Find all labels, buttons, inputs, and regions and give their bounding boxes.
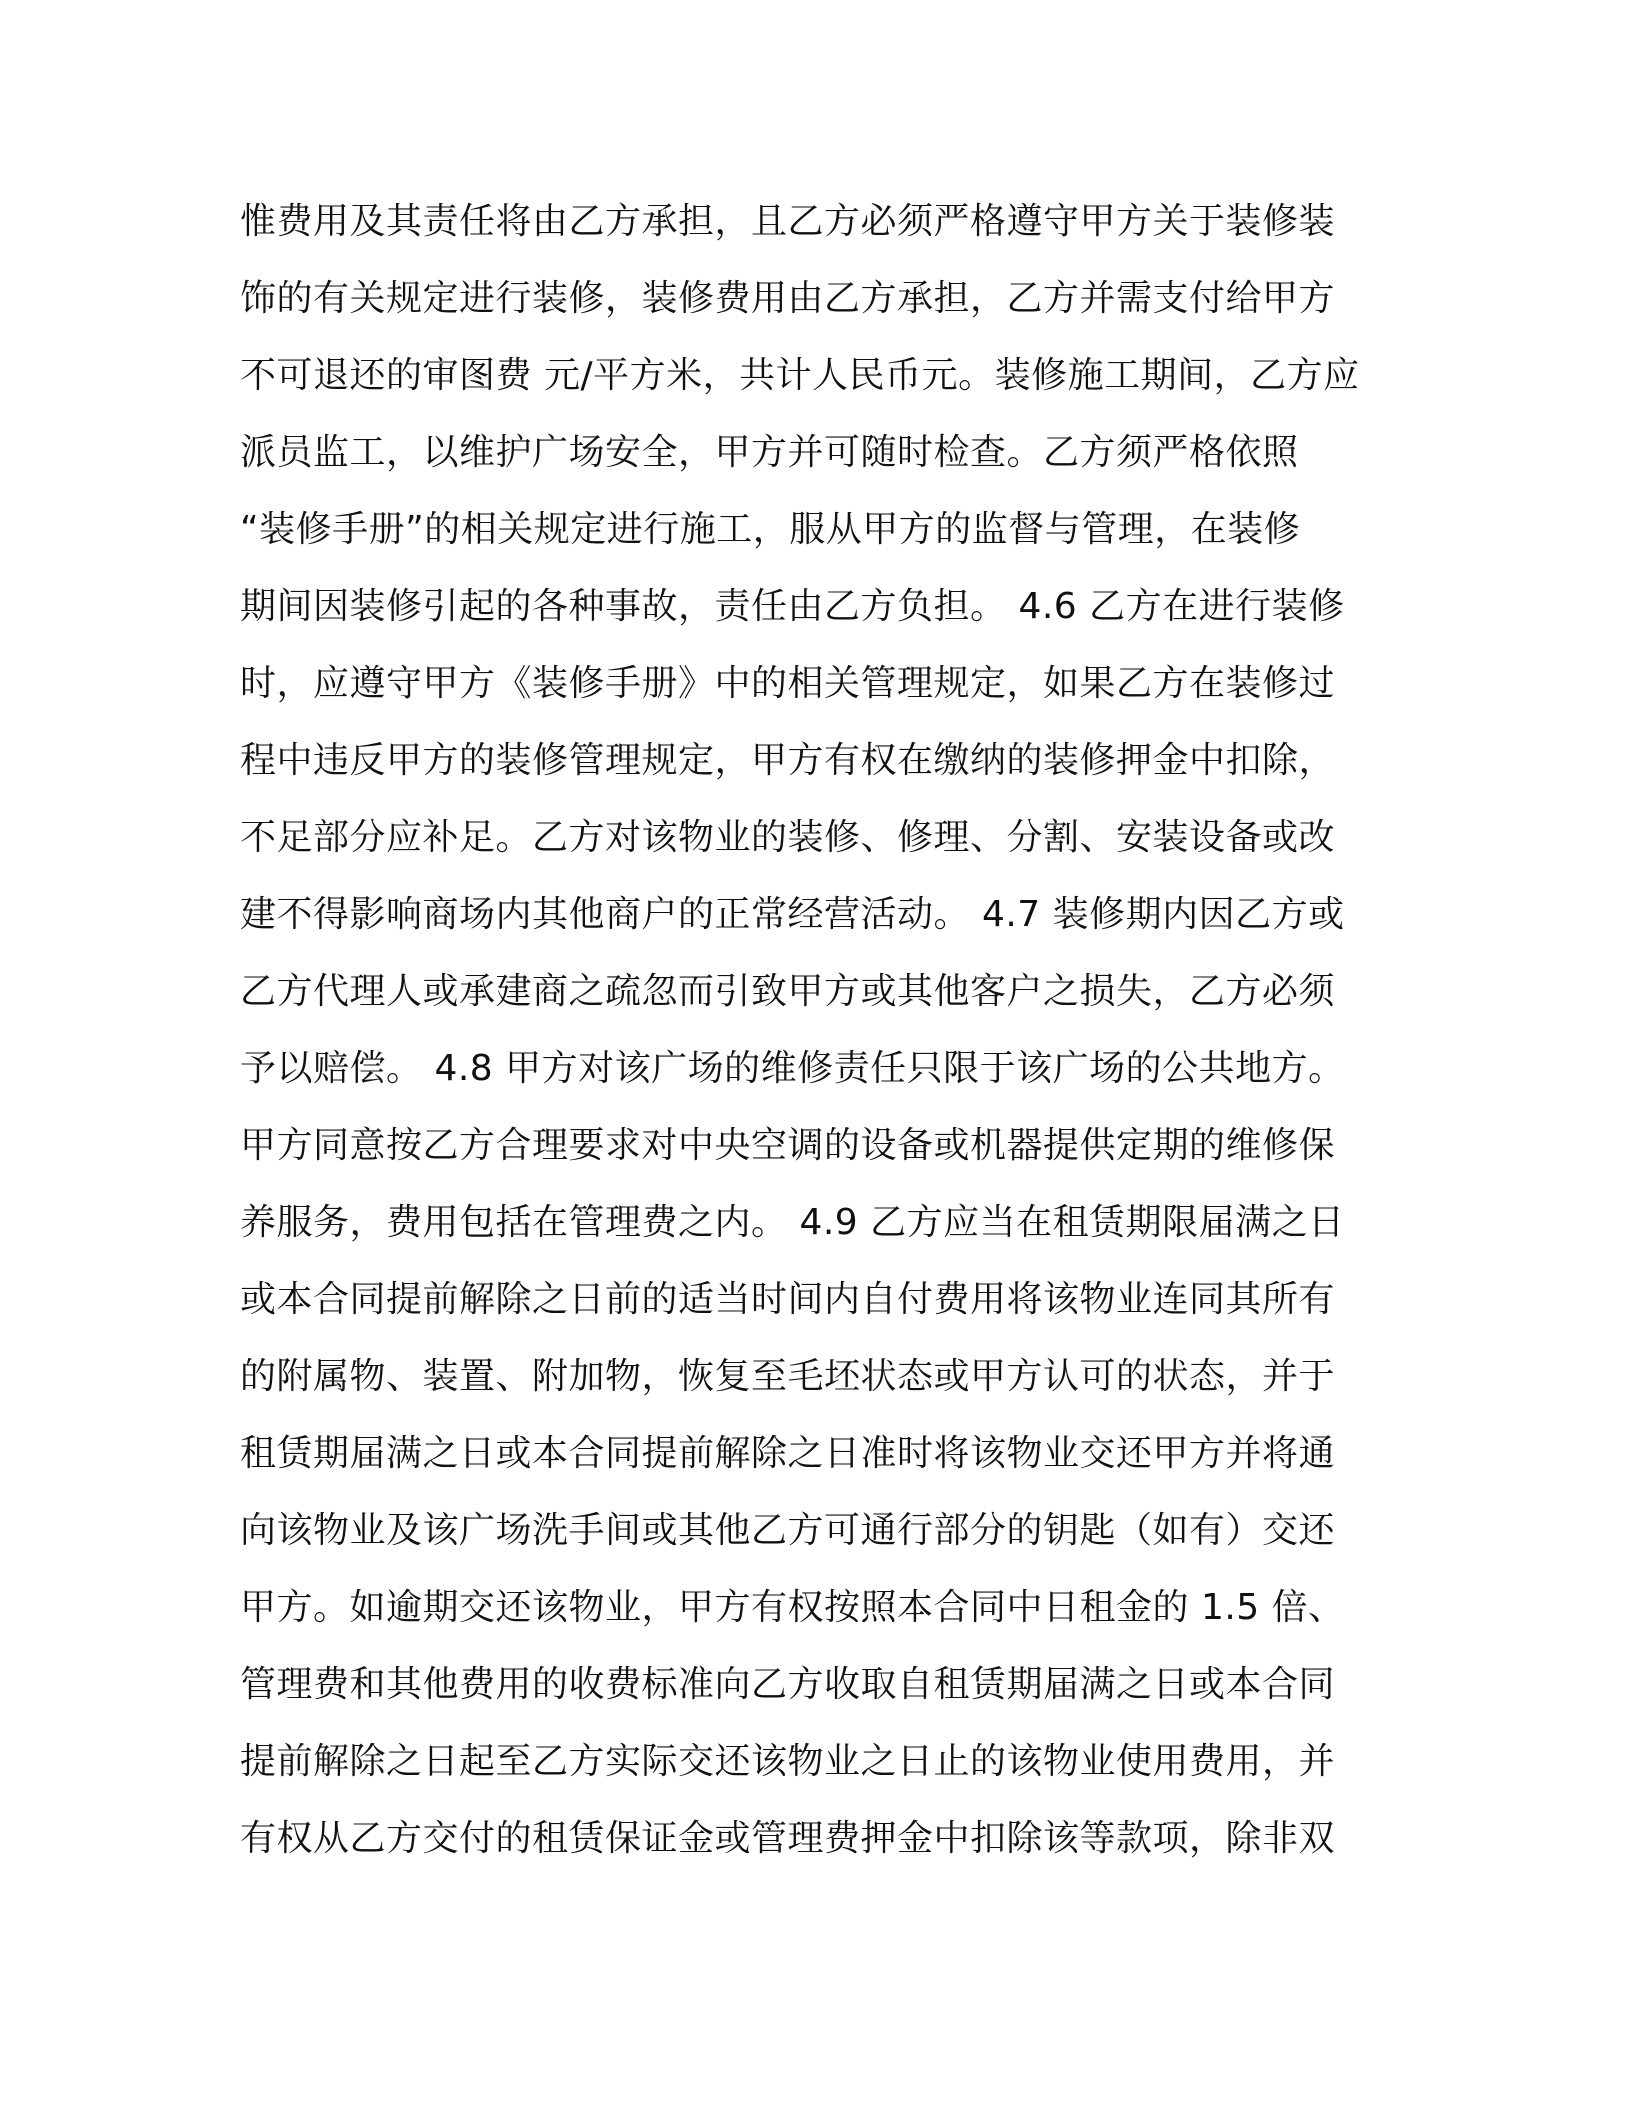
- text-line: 有权从乙方交付的租赁保证金或管理费押金中扣除该等款项，除非双: [240, 1818, 1336, 1859]
- text-line: 乙方代理人或承建商之疏忽而引致甲方或其他客户之损失，乙方必须: [240, 971, 1336, 1012]
- text-line: 期间因装修引起的各种事故，责任由乙方负担。 4.6 乙方在进行装修: [240, 586, 1345, 627]
- text-line: 时，应遵守甲方《装修手册》中的相关管理规定，如果乙方在装修过: [240, 663, 1336, 704]
- text-line: 不足部分应补足。乙方对该物业的装修、修理、分割、安装设备或改: [240, 817, 1336, 858]
- text-line: 饰的有关规定进行装修，装修费用由乙方承担，乙方并需支付给甲方: [240, 278, 1336, 319]
- text-line: 向该物业及该广场洗手间或其他乙方可通行部分的钥匙（如有）交还: [240, 1510, 1336, 1551]
- text-line: 建不得影响商场内其他商户的正常经营活动。 4.7 装修期内因乙方或: [240, 894, 1345, 935]
- text-line: 不可退还的审图费 元/平方米，共计人民币元。装修施工期间，乙方应: [240, 355, 1360, 396]
- text-line: “装修手册”的相关规定进行施工，服从甲方的监督与管理，在装修: [240, 509, 1301, 550]
- text-line: 提前解除之日起至乙方实际交还该物业之日止的该物业使用费用，并: [240, 1741, 1336, 1782]
- text-line: 予以赔偿。 4.8 甲方对该广场的维修责任只限于该广场的公共地方。: [240, 1048, 1345, 1089]
- contract-text-body: [240, 183, 1400, 1877]
- text-line: 甲方。如逾期交还该物业，甲方有权按照本合同中日租金的 1.5 倍、: [240, 1587, 1345, 1628]
- text-line: 派员监工，以维护广场安全，甲方并可随时检查。乙方须严格依照: [240, 432, 1299, 473]
- text-line: 或本合同提前解除之日前的适当时间内自付费用将该物业连同其所有: [240, 1279, 1336, 1320]
- text-line: 甲方同意按乙方合理要求对中央空调的设备或机器提供定期的维修保: [240, 1125, 1336, 1166]
- text-line: 租赁期届满之日或本合同提前解除之日准时将该物业交还甲方并将通: [240, 1433, 1336, 1474]
- text-line: 的附属物、装置、附加物，恢复至毛坯状态或甲方认可的状态，并于: [240, 1356, 1336, 1397]
- text-line: 管理费和其他费用的收费标准向乙方收取自租赁期届满之日或本合同: [240, 1664, 1336, 1705]
- text-line: 程中违反甲方的装修管理规定，甲方有权在缴纳的装修押金中扣除，: [240, 740, 1336, 781]
- text-line: 养服务，费用包括在管理费之内。 4.9 乙方应当在租赁期限届满之日: [240, 1202, 1345, 1243]
- text-line: 惟费用及其责任将由乙方承担，且乙方必须严格遵守甲方关于装修装: [240, 201, 1336, 242]
